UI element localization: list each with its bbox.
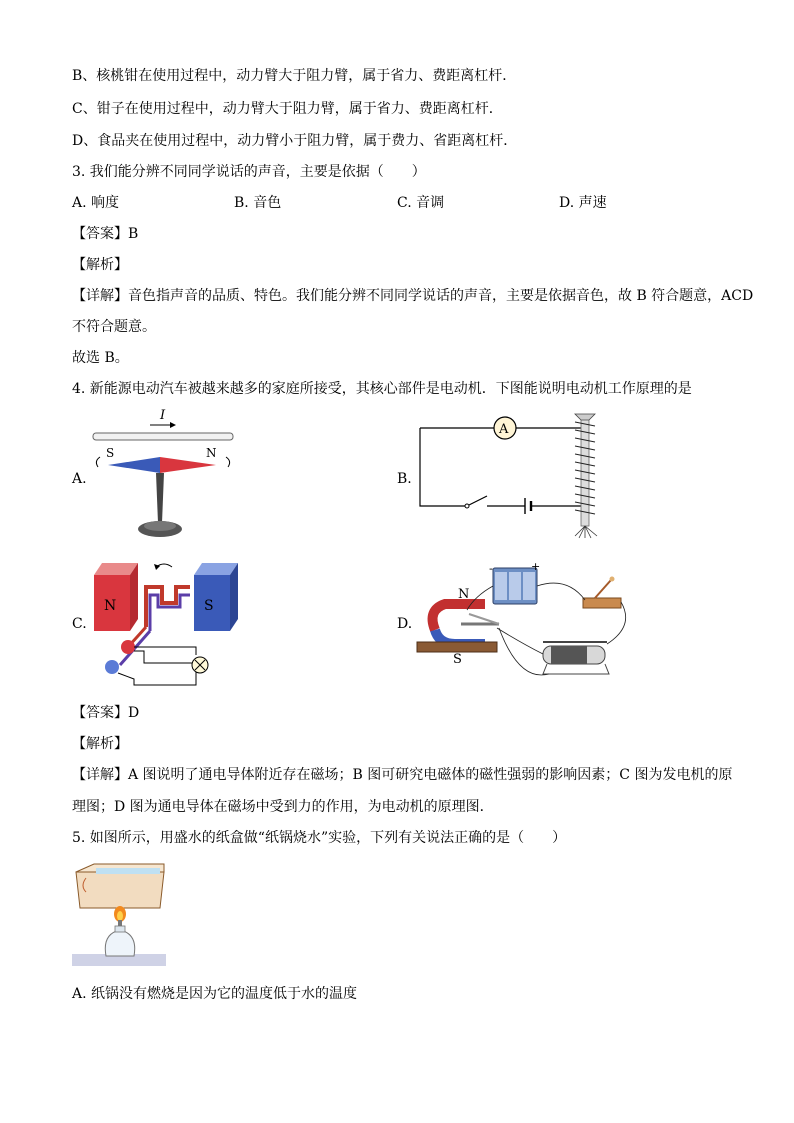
fig-a-n-label: N	[206, 446, 217, 460]
q3-stem: 3. 我们能分辨不同同学说话的声音，主要是依据（ ）	[72, 164, 426, 180]
fig-b-label: B.	[397, 471, 412, 487]
q3-option-d: D. 声速	[559, 195, 607, 211]
fig-d-label: D.	[397, 616, 413, 632]
q3-conclusion: 故选 B。	[72, 350, 129, 366]
fig-c-label: C.	[72, 616, 87, 632]
q3-option-a: A. 响度	[72, 195, 120, 211]
q4-detail-1: 【详解】A 图说明了通电导体附近存在磁场；B 图可研究电磁体的磁性强弱的影响因素；C 图为发电机的原	[72, 767, 733, 783]
fig-a-s-label: S	[106, 446, 115, 460]
fig-a-current-label: I	[160, 408, 166, 423]
q3-option-c: C. 音调	[397, 195, 445, 211]
q4-stem: 4. 新能源电动汽车被越来越多的家庭所接受，其核心部件是电动机．下图能说明电动机工作原理的是	[72, 381, 692, 397]
q4-answer: 【答案】D	[72, 705, 140, 721]
option-c-text: C、钳子在使用过程中，动力臂大于阻力臂，属于省力、费距离杠杆．	[72, 101, 503, 117]
fig-c-s-label: S	[204, 598, 214, 614]
figure-d-motor-principle	[415, 558, 630, 690]
q4-analysis-heading: 【解析】	[72, 736, 128, 752]
fig-b-ammeter-label: A	[499, 422, 509, 437]
fig-d-s-label: S	[453, 652, 462, 667]
option-b-text: B、核桃钳在使用过程中，动力臂大于阻力臂，属于省力、费距离杠杆．	[72, 68, 517, 84]
compass-needle-s	[108, 457, 160, 473]
q3-answer: 【答案】B	[72, 226, 139, 242]
q3-analysis-heading: 【解析】	[72, 257, 128, 273]
q5-stem: 5. 如图所示，用盛水的纸盒做“纸锅烧水”实验，下列有关说法正确的是（ ）	[72, 830, 567, 846]
q3-option-b: B. 音色	[234, 195, 282, 211]
fig-c-n-label: N	[104, 598, 117, 614]
q5-option-a: A. 纸锅没有燃烧是因为它的温度低于水的温度	[72, 986, 358, 1002]
figure-a-oersted	[88, 405, 238, 545]
fig-d-plus: +	[531, 560, 541, 573]
q3-detail-2: 不符合题意。	[72, 319, 156, 335]
figure-c-generator	[90, 555, 250, 690]
q3-detail-1: 【详解】音色指声音的品质、特色。我们能分辨不同同学说话的声音，主要是依据音色，故 B 符合题意，ACD	[72, 288, 754, 304]
q4-detail-2: 理图；D 图为通电导体在磁场中受到力的作用，为电动机的原理图．	[72, 799, 494, 815]
figure-q5-paper-pot	[72, 862, 168, 966]
fig-d-minus: -	[489, 562, 493, 575]
option-d-text: D、食品夹在使用过程中，动力臂小于阻力臂，属于费力、省距离杠杆．	[72, 133, 518, 149]
fig-d-n-label: N	[458, 587, 470, 602]
fig-a-label: A.	[72, 471, 87, 487]
figure-b-electromagnet	[415, 410, 615, 540]
